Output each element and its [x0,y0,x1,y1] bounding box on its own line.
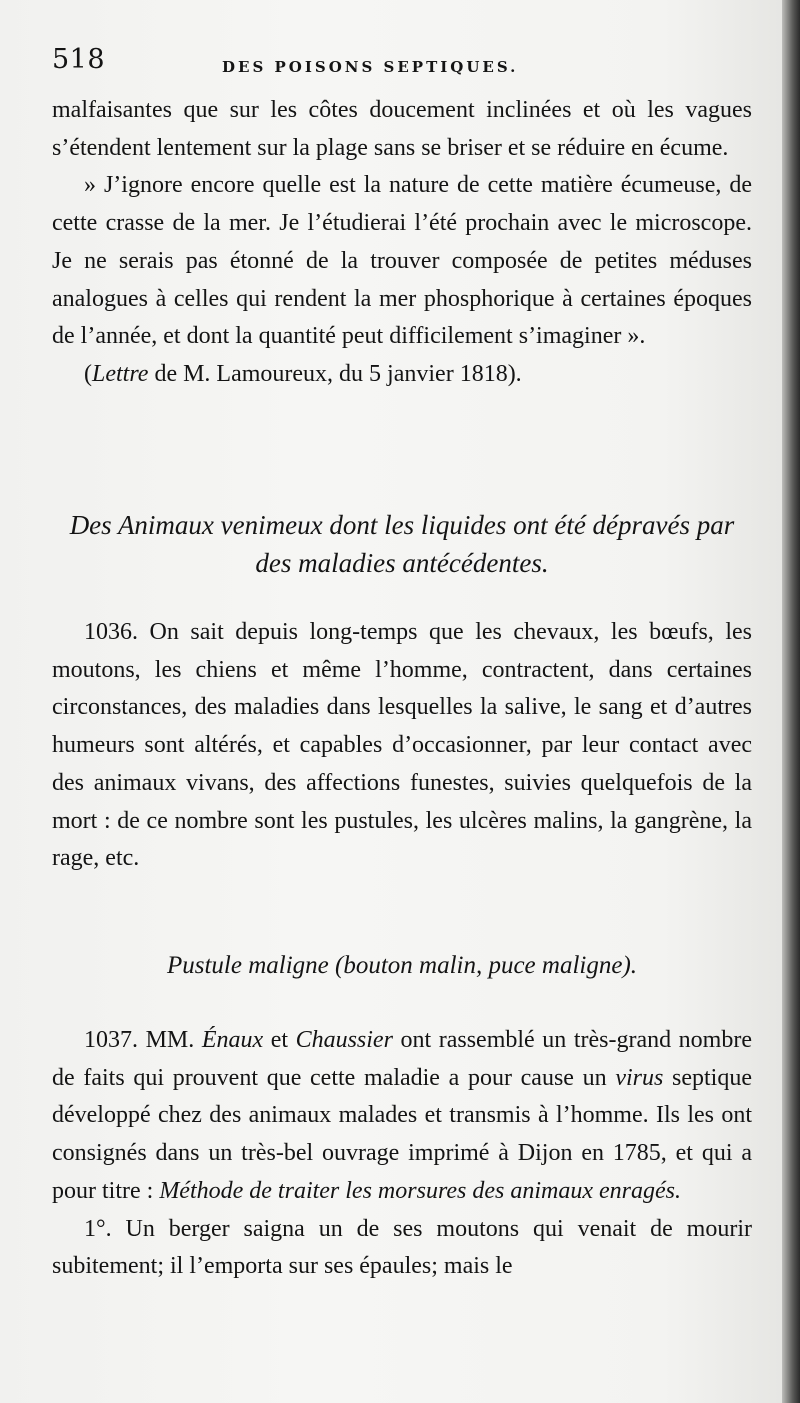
paragraph-1036-block [52,614,752,878]
page-number: 518 [52,44,106,75]
paragraph-continued: malfaisantes que sur les côtes doucement inclinées et où les vagues s’étendent lentement sur la plage sans se briser et se réduire en écume. [52,97,752,161]
p1037-virus: virus [615,1064,664,1091]
citation-open: ( [84,360,92,387]
subheading: Pustule maligne (bouton malin, puce maligne). [166,952,638,979]
paragraph-1036: 1036. On sait depuis long-temps que les chevaux, les bœufs, les moutons, les chiens et même l’homme, contractent, dans certaines circonstances, des maladies dans lesquelles la salive, le sang et d’autres humeurs sont altérés, et capables d’occasionner, par leur contact avec des animaux vivans, des affections funestes, suivies quelquefois de la mort : de ce nombre sont les pustules, les ulcères malins, la gangrène, la rage, etc. [52,619,752,872]
paragraph-1037-block [52,1022,752,1286]
p1037-lead: 1037. MM. [84,1027,202,1053]
page-edge-shadow [782,0,800,1403]
paragraph-quote: » J’ignore encore quelle est la nature de cette matière écumeuse, de cette crasse de la mer. Je l’étudierai l’été prochain avec le microscope. Je ne serais pas étonné de la trouver composée de petites méduses analogues à celles qui rendent la mer phosphorique à certaines époques de l’année, et dont la quantité peut difficilement s’imaginer ». [52,172,752,350]
running-head: DES POISONS SEPTIQUES. [222,58,519,76]
section-heading: Des Animaux venimeux dont les liquides ont été dépravés par des maladies antécédentes. [69,510,735,578]
paragraph-first-case: 1°. Un berger saigna un de ses moutons qui venait de mourir subitement; il l’emporta sur ses épaules; mais le [52,1215,752,1280]
p1037-name2: Chaussier [295,1027,393,1053]
p1037-and: et [263,1027,296,1053]
citation [52,356,752,394]
continued-paragraphs [52,92,752,394]
p1037-mid2: septique développé chez des animaux malades et transmis à l’homme. Ils les ont consignés dans un très-bel ouvrage imprimé à Dijon en 1785, et qui a pour titre : [52,1064,752,1204]
p1037-name1: Énaux [201,1027,264,1053]
p1037-title: Méthode de traiter les morsures des animaux enragés. [159,1177,682,1204]
citation-italic: Lettre [92,360,149,387]
p1037-mid: ont rassemblé un très-grand nombre de faits qui prouvent que cette maladie a pour cause un [52,1027,752,1091]
citation-rest: de M. Lamoureux, du 5 janvier 1818). [148,360,522,387]
paragraph-1037 [52,1022,752,1211]
page-header [52,44,752,88]
